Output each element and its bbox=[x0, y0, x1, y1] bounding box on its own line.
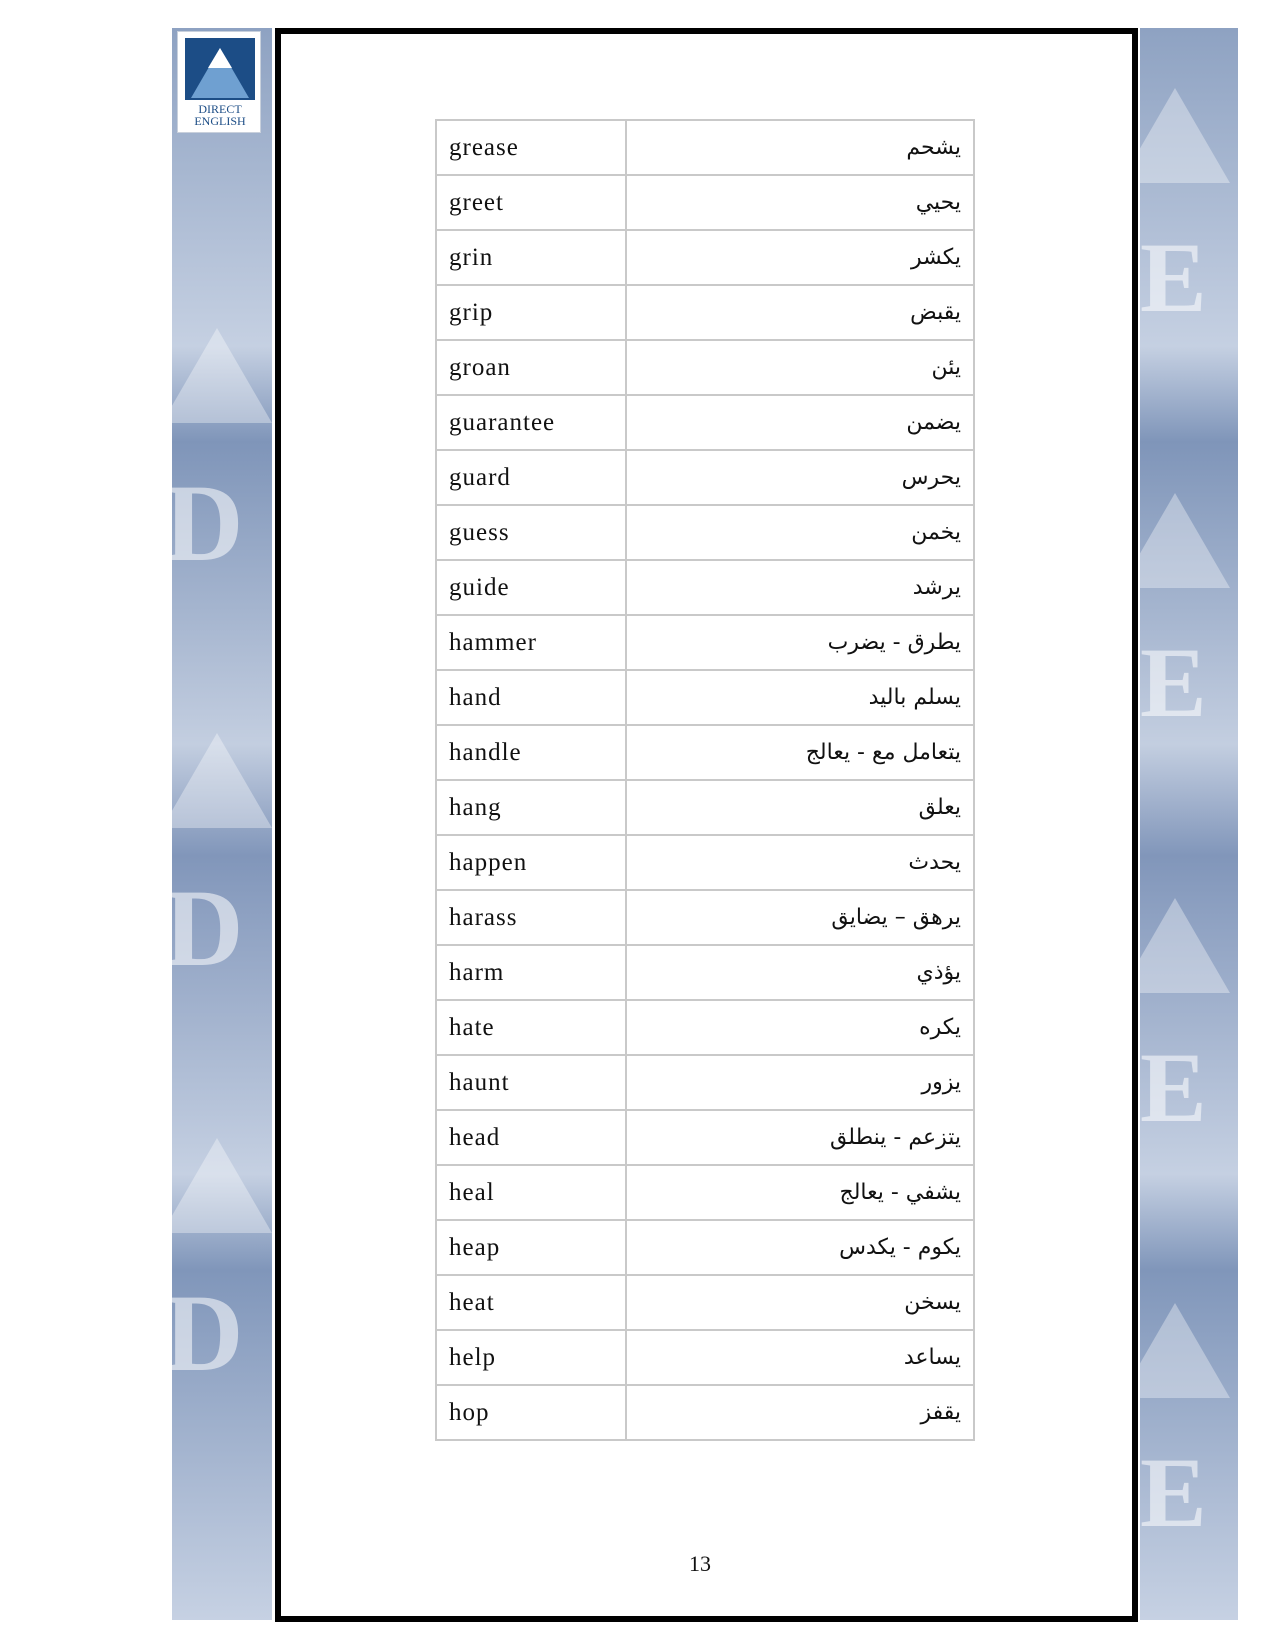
english-word: hang bbox=[436, 780, 626, 835]
table-row bbox=[436, 615, 974, 670]
table-row bbox=[436, 1055, 974, 1110]
band-letter-shape: E bbox=[1140, 1032, 1207, 1143]
english-word: grease bbox=[436, 120, 626, 175]
table-row bbox=[436, 560, 974, 615]
arabic-translation: يتعامل مع - يعالج bbox=[626, 725, 974, 780]
arabic-translation: يرهق – يضايق bbox=[626, 890, 974, 945]
page-number: 13 bbox=[689, 1551, 711, 1576]
english-word: guide bbox=[436, 560, 626, 615]
band-letter-shape: D bbox=[164, 462, 244, 584]
arabic-translation: يسخن bbox=[626, 1275, 974, 1330]
english-word: help bbox=[436, 1330, 626, 1385]
logo-line-1: DIRECT bbox=[198, 102, 242, 116]
english-word: harass bbox=[436, 890, 626, 945]
table-row bbox=[436, 1385, 974, 1440]
table-row bbox=[436, 1110, 974, 1165]
table-row bbox=[436, 230, 974, 285]
right-decorative-band bbox=[1140, 28, 1238, 1620]
band-letter-shape: E bbox=[1140, 627, 1207, 738]
arabic-translation: يشحم bbox=[626, 120, 974, 175]
arabic-translation: يشفي - يعالج bbox=[626, 1165, 974, 1220]
arabic-translation: يكوم - يكدس bbox=[626, 1220, 974, 1275]
table-row bbox=[436, 505, 974, 560]
band-letter-shape: E bbox=[1140, 222, 1207, 333]
arabic-translation: يتزعم - ينطلق bbox=[626, 1110, 974, 1165]
table-row bbox=[436, 340, 974, 395]
english-word: happen bbox=[436, 835, 626, 890]
table-row bbox=[436, 450, 974, 505]
table-row bbox=[436, 1000, 974, 1055]
direct-english-logo bbox=[177, 31, 261, 133]
table-row bbox=[436, 1220, 974, 1275]
arabic-translation: يخمن bbox=[626, 505, 974, 560]
english-word: guarantee bbox=[436, 395, 626, 450]
arabic-translation: يضمن bbox=[626, 395, 974, 450]
arabic-translation: يئن bbox=[626, 340, 974, 395]
arabic-translation: يقفز bbox=[626, 1385, 974, 1440]
arabic-translation: يقبض bbox=[626, 285, 974, 340]
band-letter-shape: D bbox=[164, 1272, 244, 1394]
english-word: guess bbox=[436, 505, 626, 560]
arabic-translation: يساعد bbox=[626, 1330, 974, 1385]
table-row bbox=[436, 890, 974, 945]
band-triangle-shape bbox=[162, 1138, 272, 1233]
logo-triangle-icon bbox=[185, 38, 255, 100]
table-row bbox=[436, 1330, 974, 1385]
band-triangle-shape bbox=[162, 733, 272, 828]
english-word: haunt bbox=[436, 1055, 626, 1110]
vocabulary-table bbox=[435, 119, 975, 1441]
arabic-translation: يؤذي bbox=[626, 945, 974, 1000]
english-word: hate bbox=[436, 1000, 626, 1055]
arabic-translation: يحرس bbox=[626, 450, 974, 505]
english-word: guard bbox=[436, 450, 626, 505]
english-word: heat bbox=[436, 1275, 626, 1330]
table-row bbox=[436, 835, 974, 890]
arabic-translation: يسلم باليد bbox=[626, 670, 974, 725]
arabic-translation: يطرق - يضرب bbox=[626, 615, 974, 670]
table-row bbox=[436, 1275, 974, 1330]
english-word: handle bbox=[436, 725, 626, 780]
english-word: head bbox=[436, 1110, 626, 1165]
arabic-translation: يحيي bbox=[626, 175, 974, 230]
english-word: grip bbox=[436, 285, 626, 340]
table-row bbox=[436, 395, 974, 450]
table-row bbox=[436, 670, 974, 725]
arabic-translation: يزور bbox=[626, 1055, 974, 1110]
arabic-translation: يرشد bbox=[626, 560, 974, 615]
english-word: hand bbox=[436, 670, 626, 725]
english-word: grin bbox=[436, 230, 626, 285]
english-word: heap bbox=[436, 1220, 626, 1275]
english-word: hop bbox=[436, 1385, 626, 1440]
arabic-translation: يكره bbox=[626, 1000, 974, 1055]
english-word: greet bbox=[436, 175, 626, 230]
table-row bbox=[436, 780, 974, 835]
logo-line-2: ENGLISH bbox=[194, 114, 246, 128]
table-row bbox=[436, 175, 974, 230]
english-word: harm bbox=[436, 945, 626, 1000]
table-row bbox=[436, 1165, 974, 1220]
band-letter-shape: E bbox=[1140, 1437, 1207, 1548]
band-triangle-shape bbox=[162, 328, 272, 423]
table-row bbox=[436, 725, 974, 780]
table-row bbox=[436, 945, 974, 1000]
table-row bbox=[436, 285, 974, 340]
english-word: heal bbox=[436, 1165, 626, 1220]
left-decorative-band bbox=[164, 28, 272, 1620]
arabic-translation: يكشر bbox=[626, 230, 974, 285]
english-word: hammer bbox=[436, 615, 626, 670]
english-word: groan bbox=[436, 340, 626, 395]
table-row bbox=[436, 120, 974, 175]
arabic-translation: يحدث bbox=[626, 835, 974, 890]
arabic-translation: يعلق bbox=[626, 780, 974, 835]
band-letter-shape: D bbox=[164, 867, 244, 989]
